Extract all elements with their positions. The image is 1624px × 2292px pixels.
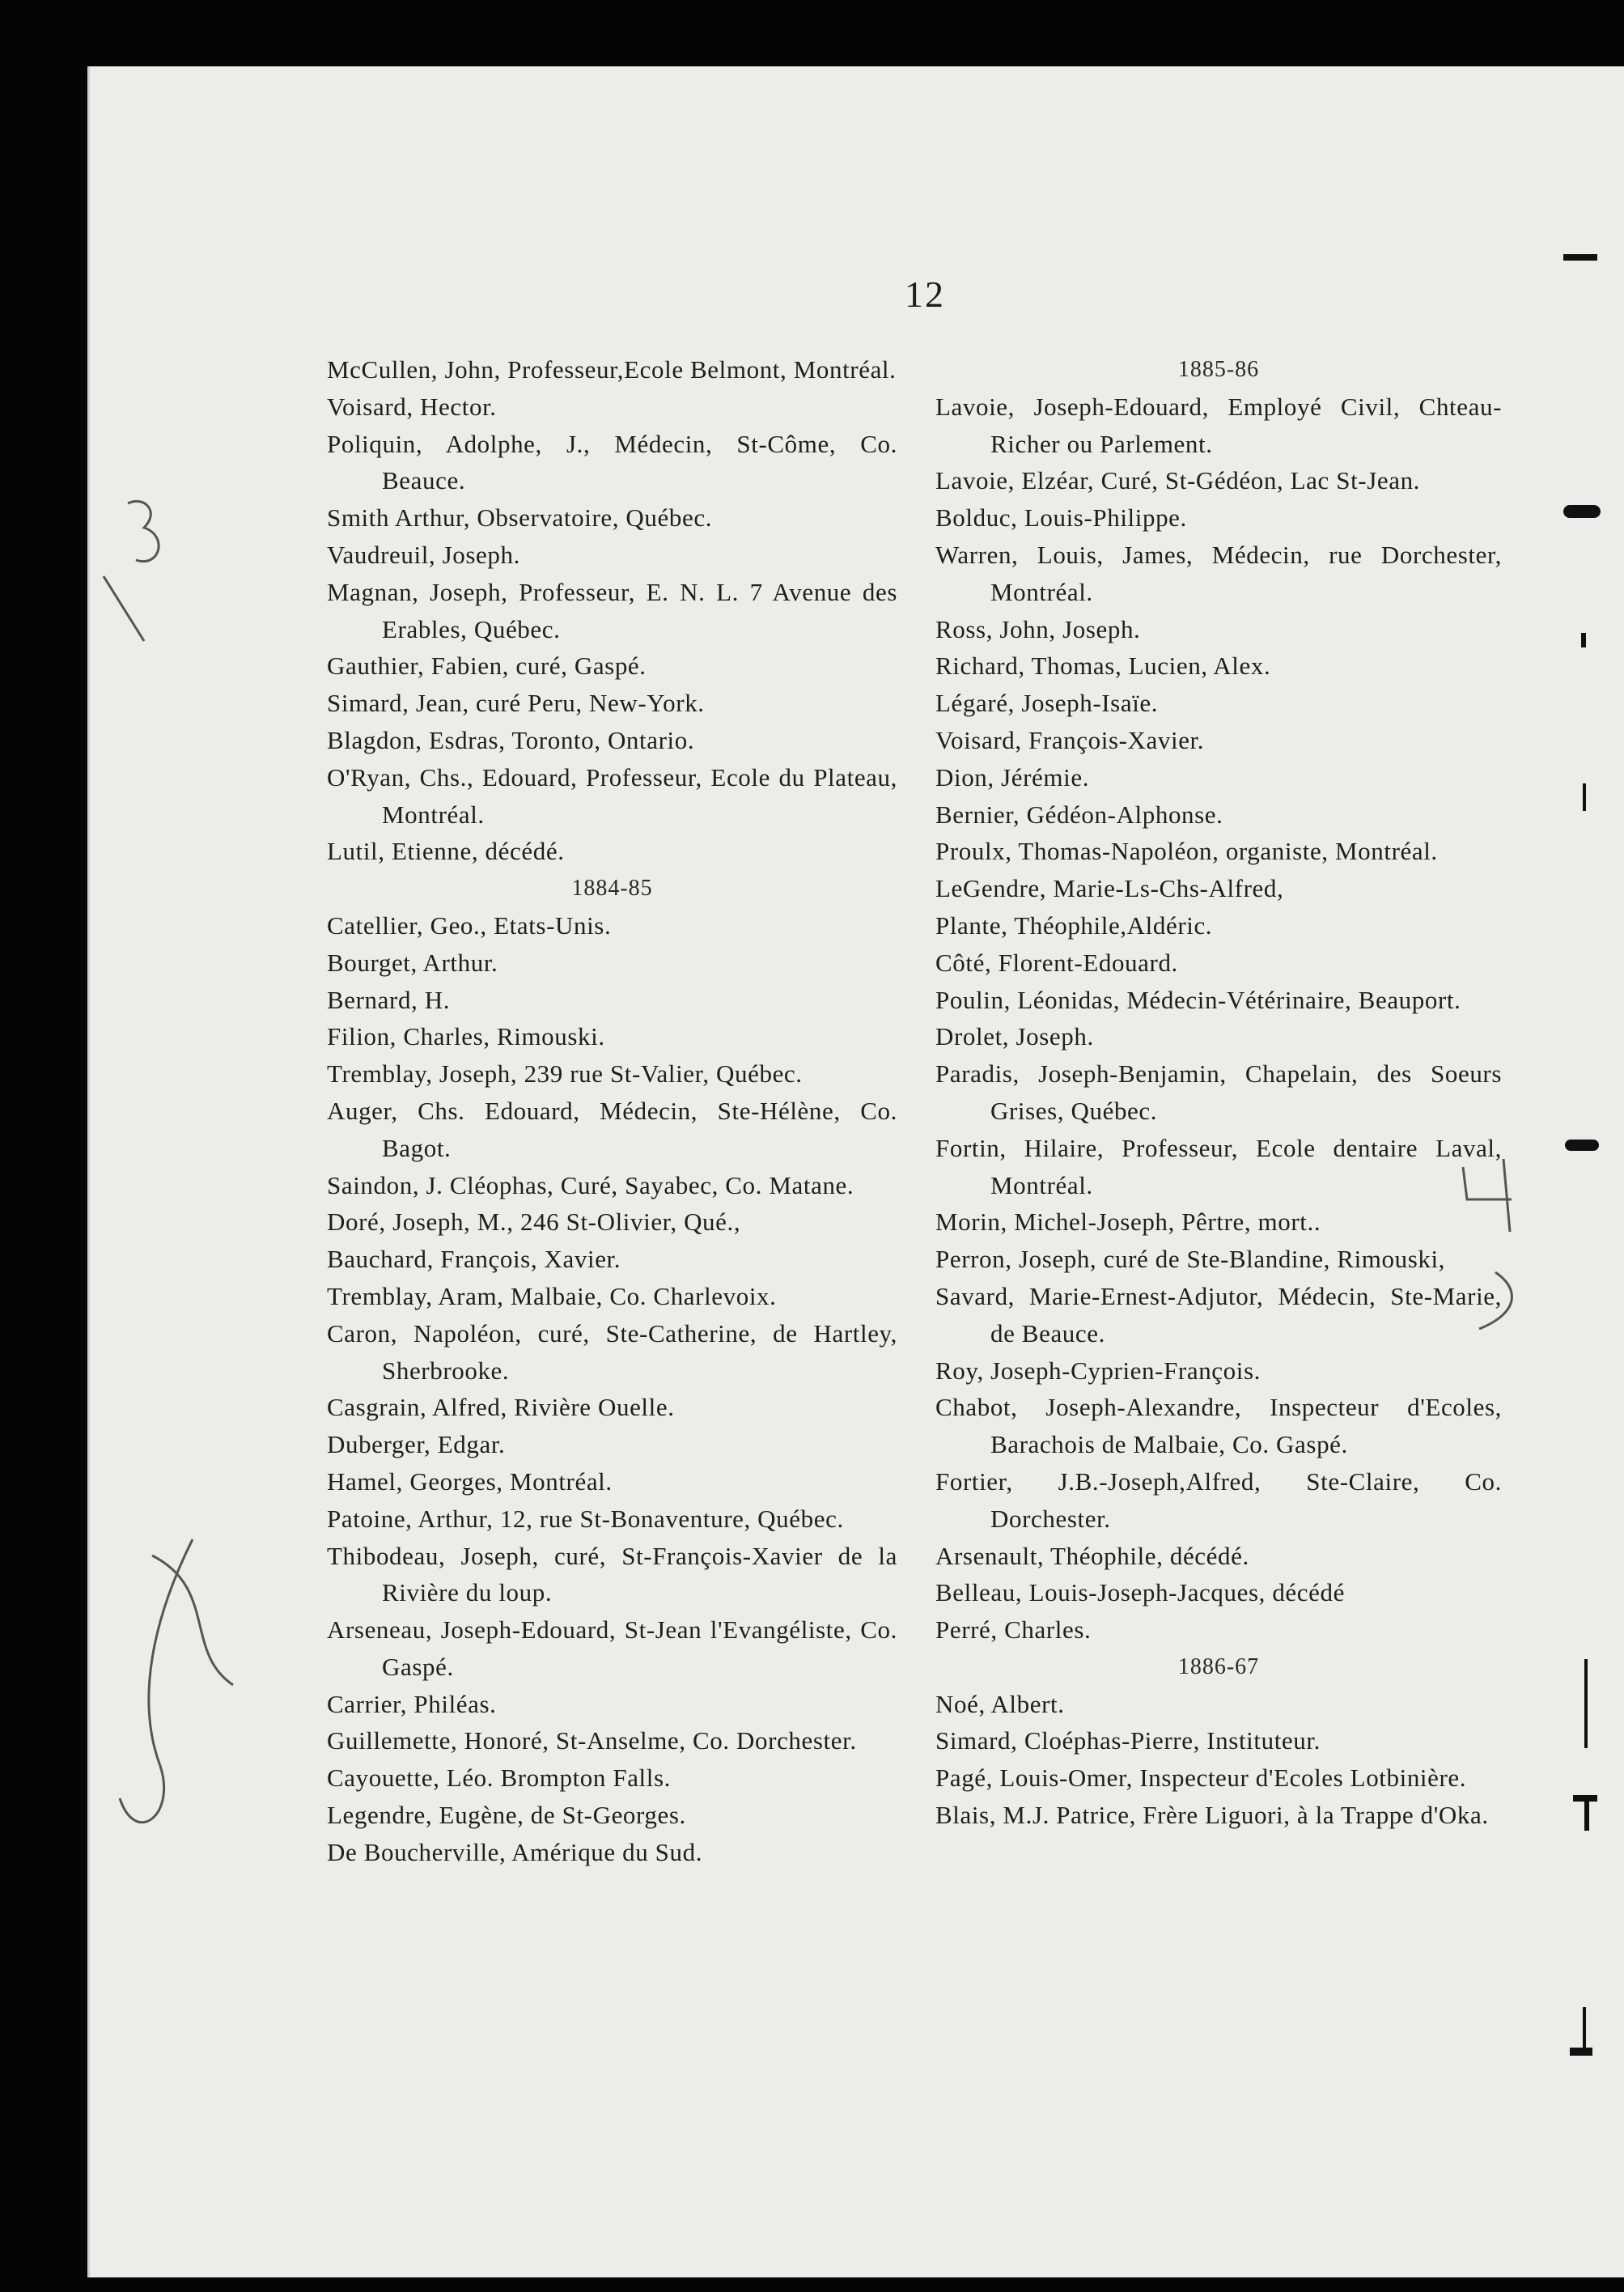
left-column [327,351,897,1871]
directory-entry: Casgrain, Alfred, Rivière Ouelle. [327,1393,675,1422]
directory-entry: Voisard, François-Xavier. [935,725,1205,754]
directory-entry: Légaré, Joseph-Isaïe. [935,689,1159,718]
directory-entry: Poulin, Léonidas, Médecin-Vétérinaire, Beauport. [935,985,1461,1014]
directory-entry: Savard, Marie-Ernest-Adjutor, Médecin, Ste-Marie, de Beauce. [935,1281,1502,1348]
directory-entry: Bernard, H. [327,985,451,1014]
directory-entry: LeGendre, Marie-Ls-Chs-Alfred, [935,874,1284,903]
directory-entry: Plante, Théophile,Aldéric. [935,910,1213,940]
directory-entry: Ross, John, Joseph. [935,614,1141,643]
directory-entry: O'Ryan, Chs., Edouard, Professeur, Ecole du Plateau, Montréal. [327,762,897,829]
directory-entry: Blagdon, Esdras, Toronto, Ontario. [327,725,695,754]
scan-edge-mark [1573,1795,1597,1802]
directory-entry: Voisard, Hector. [327,392,497,421]
directory-entry: Saindon, J. Cléophas, Curé, Sayabec, Co. Matane. [327,1170,854,1199]
section-year-heading: 1884-85 [571,876,653,902]
directory-entry: Blais, M.J. Patrice, Frère Liguori, à la Trappe d'Oka. [935,1801,1489,1830]
directory-entry: Lutil, Etienne, décédé. [327,837,565,866]
directory-entry: Hamel, Georges, Montréal. [327,1466,613,1496]
directory-entry: Simard, Jean, curé Peru, New-York. [327,689,705,718]
directory-entry: Proulx, Thomas-Napoléon, organiste, Montréal. [935,837,1438,866]
section-year-heading: 1885-86 [1177,357,1260,382]
scan-edge-mark [1584,1802,1589,1831]
directory-entry: Smith Arthur, Observatoire, Québec. [327,503,713,533]
directory-entry: Paradis, Joseph-Benjamin, Chapelain, des Soeurs Grises, Québec. [935,1059,1502,1125]
directory-entry: Bolduc, Louis-Philippe. [935,503,1187,533]
document-page [87,66,1624,2277]
directory-entry: Vaudreuil, Joseph. [327,540,520,569]
directory-entry: Gauthier, Fabien, curé, Gaspé. [327,652,647,681]
directory-entry: Auger, Chs. Edouard, Médecin, Ste-Hélène, Co. Bagot. [327,1096,897,1162]
directory-entry: Chabot, Joseph-Alexandre, Inspecteur d'Ecoles, Barachois de Malbaie, Co. Gaspé. [935,1393,1502,1459]
directory-entry: Pagé, Louis-Omer, Inspecteur d'Ecoles Lotbinière. [935,1764,1467,1793]
directory-entry: Caron, Napoléon, curé, Ste-Catherine, de Hartley, Sherbrooke. [327,1318,897,1385]
directory-entry: De Boucherville, Amérique du Sud. [327,1837,703,1866]
directory-entry: Filion, Charles, Rimouski. [327,1022,605,1051]
scan-edge-mark [1570,2048,1592,2056]
directory-entry: Carrier, Philéas. [327,1689,497,1718]
directory-entry: Fortin, Hilaire, Professeur, Ecole dentaire Laval, Montréal. [935,1133,1502,1199]
pencil-margin-mark-lower [104,1523,249,1863]
scan-edge-mark [1583,2007,1586,2048]
directory-entry: Bourget, Arthur. [327,948,498,977]
directory-entry: Doré, Joseph, M., 246 St-Olivier, Qué., [327,1208,741,1237]
scan-edge-mark [1583,783,1586,811]
directory-entry: Noé, Albert. [935,1689,1065,1718]
directory-entry: Bernier, Gédéon-Alphonse. [935,800,1223,829]
right-column [935,351,1502,1834]
directory-entry: Bauchard, François, Xavier. [327,1245,621,1274]
directory-entry: Warren, Louis, James, Médecin, rue Dorchester, Montréal. [935,540,1502,606]
directory-entry: Arsenault, Théophile, décédé. [935,1541,1249,1570]
scan-edge-mark [1563,505,1601,518]
directory-entry: Perron, Joseph, curé de Ste-Blandine, Rimouski, [935,1245,1446,1274]
directory-entry: Catellier, Geo., Etats-Unis. [327,910,612,940]
directory-entry: Tremblay, Aram, Malbaie, Co. Charlevoix. [327,1281,777,1310]
directory-entry: Drolet, Joseph. [935,1022,1094,1051]
directory-entry: Legendre, Eugène, de St-Georges. [327,1801,686,1830]
directory-entry: Tremblay, Joseph, 239 rue St-Valier, Québec. [327,1059,803,1089]
directory-entry: Guillemette, Honoré, St-Anselme, Co. Dorchester. [327,1726,857,1755]
directory-entry: Lavoie, Elzéar, Curé, St-Gédéon, Lac St-Jean. [935,466,1421,495]
directory-entry: Richard, Thomas, Lucien, Alex. [935,652,1271,681]
scan-edge-mark [1565,1140,1599,1151]
directory-entry: Arseneau, Joseph-Edouard, St-Jean l'Evangéliste, Co. Gaspé. [327,1615,897,1681]
directory-entry: Morin, Michel-Joseph, Pêrtre, mort.. [935,1208,1321,1237]
pencil-margin-mark-right [1447,1151,1544,1337]
directory-entry: Patoine, Arthur, 12, rue St-Bonaventure, Québec. [327,1504,844,1533]
directory-entry: Côté, Florent-Edouard. [935,948,1178,977]
directory-entry: Simard, Cloéphas-Pierre, Instituteur. [935,1726,1321,1755]
directory-entry: Magnan, Joseph, Professeur, E. N. L. 7 Avenue des Erables, Québec. [327,577,897,643]
pencil-margin-mark-upper [95,487,193,665]
directory-entry: Poliquin, Adolphe, J., Médecin, St-Côme, Co. Beauce. [327,429,897,495]
directory-entry: Thibodeau, Joseph, curé, St-François-Xavier de la Rivière du loup. [327,1541,897,1607]
directory-entry: Belleau, Louis-Joseph-Jacques, décédé [935,1578,1345,1607]
scan-edge-mark [1563,254,1597,261]
scan-edge-mark [1581,633,1586,647]
directory-entry: Lavoie, Joseph-Edouard, Employé Civil, Chteau-Richer ou Parlement. [935,392,1502,458]
section-year-heading: 1886-67 [1177,1653,1260,1679]
directory-entry: Dion, Jérémie. [935,762,1090,792]
scan-edge-mark [1584,1659,1588,1748]
directory-entry: Fortier, J.B.-Joseph,Alfred, Ste-Claire, Co. Dorchester. [935,1466,1502,1533]
directory-entry: Duberger, Edgar. [327,1430,506,1459]
page-number: 12 [905,274,945,315]
directory-entry: Perré, Charles. [935,1615,1092,1645]
directory-entry: McCullen, John, Professeur,Ecole Belmont, Montréal. [327,355,897,384]
directory-entry: Roy, Joseph-Cyprien-François. [935,1356,1261,1385]
directory-entry: Cayouette, Léo. Brompton Falls. [327,1764,671,1793]
